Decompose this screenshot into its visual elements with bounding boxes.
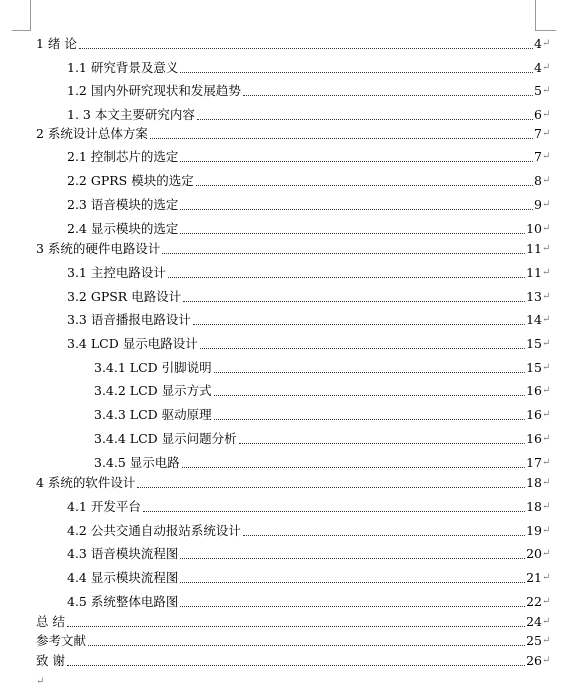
toc-entry[interactable] <box>36 649 552 669</box>
toc-entry-title: 1.2 国内外研究现状和发展趋势 <box>67 83 241 99</box>
toc-entry-page-number: 11 <box>526 241 542 256</box>
toc-entry-title: 致 谢 <box>36 653 65 668</box>
paragraph-mark: ↵ <box>542 151 551 163</box>
dot-leader <box>214 372 525 373</box>
dot-leader <box>67 665 525 666</box>
toc-entry[interactable] <box>67 519 552 539</box>
toc-entry-title: 总 结 <box>36 613 65 629</box>
toc-entry[interactable] <box>67 261 552 281</box>
toc-entry-page-number: 22 <box>526 593 542 609</box>
paragraph-mark: ↵ <box>542 199 551 210</box>
dot-leader <box>214 419 525 420</box>
toc-entry[interactable] <box>36 32 552 52</box>
dot-leader <box>79 48 533 49</box>
paragraph-mark: ↵ <box>542 108 551 120</box>
dot-leader <box>196 185 533 186</box>
paragraph-mark: ↵ <box>542 500 551 512</box>
toc-entry[interactable] <box>36 629 552 649</box>
toc-entry[interactable] <box>67 542 552 562</box>
toc-entry[interactable] <box>36 237 552 257</box>
toc-entry-page-number: 13 <box>526 288 542 304</box>
dot-leader <box>88 645 525 646</box>
paragraph-mark: ↵ <box>542 477 551 488</box>
dot-leader <box>183 301 525 302</box>
toc-entry-page-number: 18 <box>526 475 542 490</box>
dot-leader <box>180 209 533 210</box>
toc-entry-title: 4.1 开发平台 <box>67 498 141 514</box>
paragraph-mark: ↵ <box>542 524 551 536</box>
toc-entry[interactable] <box>67 590 552 610</box>
dot-leader <box>162 253 525 254</box>
toc-entry-title: 3.4.2 LCD 显示方式 <box>94 383 212 399</box>
dot-leader <box>243 535 525 536</box>
toc-entry-title: 3.4.3 LCD 驱动原理 <box>94 407 212 422</box>
dot-leader <box>67 626 525 627</box>
toc-entry-page-number: 17 <box>526 454 542 470</box>
toc-entry-page-number: 10 <box>526 220 542 236</box>
toc-entry-page-number: 6 <box>534 106 542 122</box>
paragraph-mark: ↵ <box>542 432 551 444</box>
toc-entry-page-number: 9 <box>534 197 542 212</box>
paragraph-mark: ↵ <box>542 61 551 73</box>
toc-entry-title: 4.2 公共交通自动报站系统设计 <box>67 522 241 538</box>
dot-leader <box>180 582 525 583</box>
paragraph-mark: ↵ <box>542 409 551 420</box>
dot-leader <box>193 324 525 325</box>
toc-entry-title: 1 绪 论 <box>36 36 77 51</box>
dot-leader <box>150 138 533 139</box>
toc-entry[interactable] <box>67 145 552 165</box>
toc-entry[interactable] <box>67 79 552 99</box>
toc-entry[interactable] <box>67 217 552 237</box>
paragraph-mark: ↵ <box>542 85 551 97</box>
toc-entry-page-number: 11 <box>526 265 542 280</box>
toc-entry[interactable] <box>67 193 552 213</box>
paragraph-mark: ↵ <box>542 595 551 607</box>
dot-leader <box>180 606 525 607</box>
toc-entry-page-number: 5 <box>534 83 542 99</box>
dot-leader <box>243 95 533 96</box>
toc-entry[interactable] <box>67 169 552 189</box>
dot-leader <box>180 233 525 234</box>
dot-leader <box>180 161 533 162</box>
paragraph-mark: ↵ <box>542 572 551 583</box>
toc-entry-page-number: 15 <box>526 335 542 351</box>
toc-entry-page-number: 16 <box>526 430 542 446</box>
paragraph-mark: ↵ <box>542 548 551 560</box>
toc-entry[interactable] <box>67 56 552 76</box>
crop-mark-top-right <box>535 0 556 31</box>
crop-mark-top-left <box>12 0 31 31</box>
dot-leader <box>200 348 525 349</box>
toc-entry[interactable] <box>94 403 552 423</box>
toc-entry-page-number: 7 <box>534 125 542 141</box>
toc-entry[interactable] <box>67 308 552 328</box>
dot-leader <box>143 511 525 512</box>
toc-entry-page-number: 19 <box>526 522 542 538</box>
toc-entry-page-number: 14 <box>526 312 542 327</box>
dot-leader <box>182 467 525 468</box>
paragraph-mark: ↵ <box>542 314 551 325</box>
toc-entry[interactable] <box>67 285 552 305</box>
toc-entry-title: 1. 3 本文主要研究内容 <box>67 106 195 122</box>
toc-entry-title: 2 系统设计总体方案 <box>36 125 148 141</box>
paragraph-mark: ↵ <box>542 361 551 373</box>
paragraph-mark: ↵ <box>542 635 551 646</box>
toc-entry-title: 2.4 显示模块的选定 <box>67 220 179 236</box>
paragraph-mark: ↵ <box>542 243 551 254</box>
paragraph-mark: ↵ <box>542 337 551 349</box>
toc-entry[interactable] <box>67 332 552 352</box>
dot-leader <box>180 558 525 559</box>
toc-entry-title: 2.3 语音模块的选定 <box>67 197 179 212</box>
toc-entry-title: 3.4.5 显示电路 <box>94 454 180 470</box>
paragraph-mark: ↵ <box>542 175 551 187</box>
toc-entry-title: 3.1 主控电路设计 <box>67 265 166 280</box>
toc-entry-page-number: 18 <box>526 498 542 514</box>
paragraph-mark: ↵ <box>36 676 45 687</box>
toc-entry[interactable] <box>67 495 552 515</box>
toc-entry-title: 3.2 GPSR 电路设计 <box>67 288 182 304</box>
dot-leader <box>180 72 533 73</box>
paragraph-mark: ↵ <box>542 267 551 278</box>
toc-entry-title: 3.4.4 LCD 显示问题分析 <box>94 430 237 446</box>
paragraph-mark: ↵ <box>542 38 551 49</box>
toc-entry[interactable] <box>67 103 552 123</box>
toc-entry-title: 4.4 显示模块流程图 <box>67 570 179 585</box>
toc-entry[interactable] <box>94 427 552 447</box>
paragraph-mark: ↵ <box>542 222 551 234</box>
toc-entry-page-number: 20 <box>526 546 542 562</box>
paragraph-mark: ↵ <box>542 290 551 302</box>
toc-entry-page-number: 26 <box>526 653 542 668</box>
toc-entry-title: 4 系统的软件设计 <box>36 475 136 490</box>
toc-entry[interactable] <box>36 471 552 491</box>
toc-entry-page-number: 4 <box>534 36 542 51</box>
toc-entry-title: 3.4 LCD 显示电路设计 <box>67 335 198 351</box>
toc-entry[interactable] <box>36 610 552 630</box>
toc-entry-page-number: 21 <box>526 570 542 585</box>
dot-leader <box>214 395 525 396</box>
toc-entry-title: 2.2 GPRS 模块的选定 <box>67 173 194 189</box>
toc-entry-title: 4.3 语音模块流程图 <box>67 546 179 562</box>
toc-entry-page-number: 4 <box>534 59 542 75</box>
toc-entry-page-number: 8 <box>534 173 542 189</box>
toc-entry-title: 1.1 研究背景及意义 <box>67 59 179 75</box>
dot-leader <box>137 487 525 488</box>
toc-entry[interactable] <box>36 122 552 142</box>
toc-entry-page-number: 16 <box>526 407 542 422</box>
toc-entry-title: 3.4.1 LCD 引脚说明 <box>94 359 212 375</box>
dot-leader <box>197 119 533 120</box>
paragraph-mark: ↵ <box>542 385 551 397</box>
toc-entry-title: 4.5 系统整体电路图 <box>67 593 179 609</box>
toc-entry-page-number: 7 <box>534 149 542 165</box>
paragraph-mark: ↵ <box>542 456 551 468</box>
paragraph-mark: ↵ <box>542 127 551 139</box>
toc-entry-page-number: 25 <box>526 633 542 648</box>
toc-entry-title: 2.1 控制芯片的选定 <box>67 149 179 165</box>
dot-leader <box>168 277 525 278</box>
toc-entry[interactable] <box>94 451 552 471</box>
paragraph-mark: ↵ <box>542 615 551 627</box>
toc-entry[interactable] <box>94 379 552 399</box>
toc-entry-title: 3 系统的硬件电路设计 <box>36 241 161 256</box>
toc-entry[interactable] <box>94 356 552 376</box>
toc-entry-page-number: 16 <box>526 383 542 399</box>
toc-entry-title: 参考文献 <box>36 633 87 648</box>
dot-leader <box>239 443 525 444</box>
toc-entry-page-number: 15 <box>526 359 542 375</box>
toc-entry-title: 3.3 语音播报电路设计 <box>67 312 191 327</box>
toc-entry-page-number: 24 <box>526 613 542 629</box>
paragraph-mark: ↵ <box>542 655 551 666</box>
toc-entry[interactable] <box>67 566 552 586</box>
